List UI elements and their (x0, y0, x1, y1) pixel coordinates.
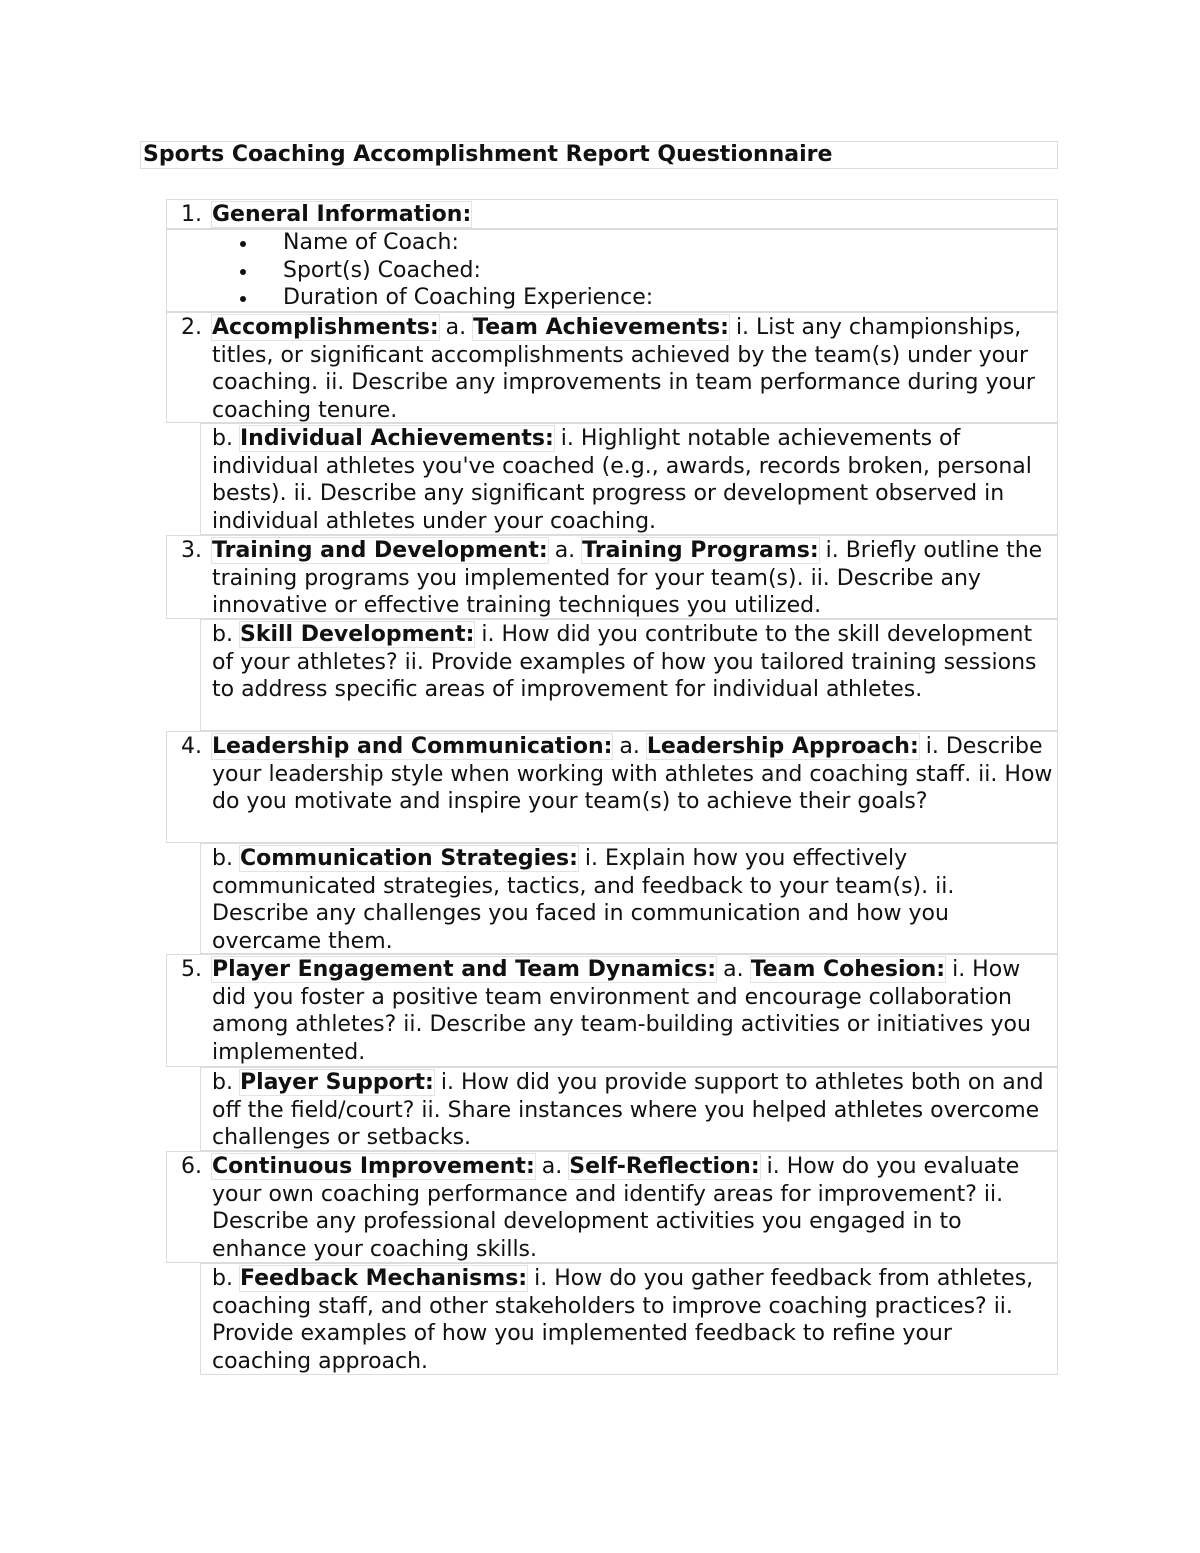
section-2-number: 2. (181, 315, 202, 340)
document-title: Sports Coaching Accomplishment Report Questionnaire (143, 142, 833, 167)
section-4-b-marker: b. (212, 846, 233, 871)
section-5-heading: Player Engagement and Team Dynamics: (212, 957, 717, 982)
bullet-label-duration: Duration of Coaching Experience: (283, 285, 654, 310)
section-6-a-text: i. How do you evaluate your own coaching performance and identify areas for improvement? ii. Describe any professional development activities you engaged in to enhance your coaching skills. (212, 1154, 1020, 1262)
section-5-b-heading: Player Support: (239, 1070, 434, 1095)
section-6-number: 6. (181, 1154, 202, 1179)
section-4-a-marker: a. (619, 734, 640, 759)
section-6-b-heading: Feedback Mechanisms: (239, 1266, 528, 1291)
section-1-heading (212, 201, 1057, 229)
section-4-a-heading: Leadership Approach: (646, 734, 919, 759)
section-5-b-marker: b. (212, 1070, 233, 1095)
section-4-part-b (212, 845, 1057, 955)
section-6-a-marker: a. (541, 1154, 563, 1179)
section-6-b-marker: b. (212, 1266, 233, 1291)
section-5-part-b (212, 1069, 1057, 1152)
section-2-b-marker: b. (212, 426, 233, 451)
section-4-b-heading: Communication Strategies: (239, 846, 578, 871)
section-1-heading-text: General Information: (212, 202, 472, 227)
section-4-heading: Leadership and Communication: (212, 734, 613, 759)
section-3-number: 3. (181, 538, 202, 563)
section-6-b-text: i. How do you gather feedback from athletes, coaching staff, and other stakeholders to improve coaching practices? ii. Provide examples of how you implemented feedback to refine your coaching approach. (212, 1266, 1034, 1374)
section-2-a-heading: Team Achievements: (473, 315, 729, 340)
section-3-b-marker: b. (212, 622, 233, 647)
section-4-number: 4. (181, 734, 202, 759)
bullet-label-sports-coached: Sport(s) Coached: (283, 257, 481, 283)
section-2-a-marker: a. (445, 315, 467, 340)
section-2-b-text: i. Highlight notable achievements of individual athletes you've coached (e.g., awards, records broken, personal bests). ii. Describe any significant progress or development observed in individual athletes under your coaching. (212, 426, 1032, 534)
section-2-part-b (212, 425, 1057, 535)
section-2-part-a (212, 314, 1057, 424)
bullet-label-name-of-coach: Name of Coach: (283, 230, 459, 255)
section-6-a-heading: Self-Reflection: (569, 1154, 760, 1179)
section-4-part-a (212, 733, 1057, 816)
section-5-a-marker: a. (723, 957, 744, 982)
section-2-a-text: i. List any championships, titles, or significant accomplishments achieved by the team(s) under your coaching. ii. Describe any improvements in team performance during your coaching tenure. (212, 315, 1035, 423)
bullet-icon (240, 241, 246, 247)
section-3-part-b (212, 621, 1057, 704)
section-5-a-text: i. How did you foster a positive team environment and encourage collaboration among athletes? ii. Describe any team-building activities or initiatives you implemented. (212, 957, 1031, 1065)
section-1-number: 1. (181, 202, 202, 227)
section-3-heading: Training and Development: (212, 538, 548, 563)
section-5-b-text: i. How did you provide support to athletes both on and off the field/court? ii. Share instances where you helped athletes overcome challenges or setbacks. (212, 1070, 1044, 1150)
section-3-b-heading: Skill Development: (239, 622, 475, 647)
section-6-part-b (212, 1265, 1057, 1375)
section-2-b-heading: Individual Achievements: (239, 426, 554, 451)
section-3-a-heading: Training Programs: (582, 538, 819, 563)
section-2-heading: Accomplishments: (212, 315, 439, 340)
bullet-icon (240, 296, 246, 302)
bullet-icon (240, 269, 246, 275)
section-6-heading: Continuous Improvement: (212, 1154, 535, 1179)
section-6-part-a (212, 1153, 1057, 1263)
section-4-b-text: i. Explain how you effectively communicated strategies, tactics, and feedback to your team(s). ii. Describe any challenges you faced in communication and how you overcame them. (212, 846, 955, 954)
section-3-part-a (212, 537, 1057, 620)
section-3-a-text: i. Briefly outline the training programs you implemented for your team(s). ii. Describe any innovative or effective training techniques you utilized. (212, 538, 1043, 618)
section-5-number: 5. (181, 957, 202, 982)
section-5-a-heading: Team Cohesion: (750, 957, 946, 982)
section-4-a-text: i. Describe your leadership style when working with athletes and coaching staff. ii. How do you motivate and inspire your team(s) to achieve their goals? (212, 734, 1053, 814)
section-3-a-marker: a. (554, 538, 576, 563)
section-3-b-text: i. How did you contribute to the skill development of your athletes? ii. Provide examples of how you tailored training sessions to address specific areas of improvement for individual athletes. (212, 622, 1037, 702)
section-5-part-a (212, 956, 1057, 1066)
